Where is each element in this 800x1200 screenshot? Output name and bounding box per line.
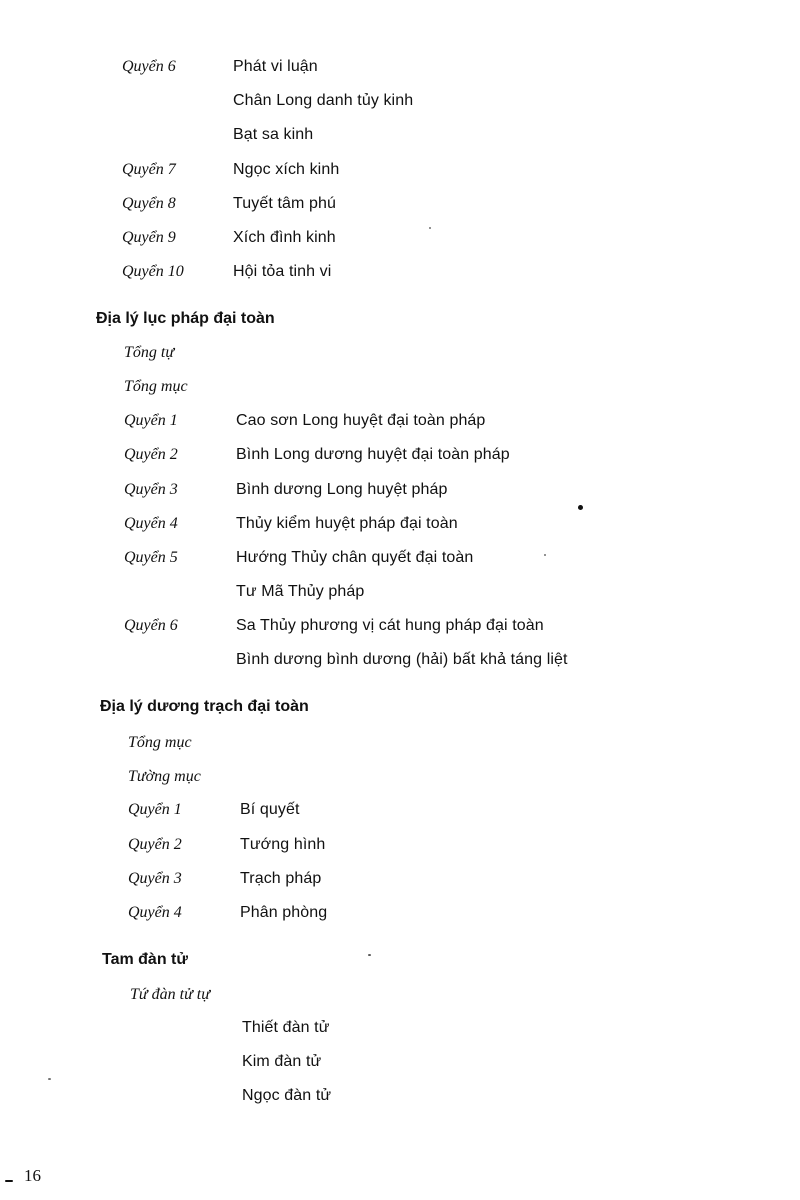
toc-entry: Trạch pháp	[240, 870, 322, 887]
volume-label: Quyển 8	[122, 195, 176, 212]
volume-label: Quyển 3	[124, 481, 178, 498]
volume-label: Quyển 3	[128, 870, 182, 887]
toc-entry: Phát vi luận	[233, 58, 318, 75]
volume-label: Quyển 6	[124, 617, 178, 634]
toc-entry: Hội tỏa tinh vi	[233, 263, 332, 280]
section-heading: Địa lý dương trạch đại toàn	[100, 698, 309, 715]
toc-entry: Kim đàn tử	[242, 1053, 322, 1070]
toc-entry: Chân Long danh tủy kinh	[233, 92, 414, 109]
volume-label: Quyển 2	[128, 836, 182, 853]
toc-entry: Bạt sa kinh	[233, 126, 314, 143]
toc-entry: Cao sơn Long huyệt đại toàn pháp	[236, 412, 486, 429]
toc-entry: Ngọc đàn tử	[242, 1087, 332, 1104]
page-number: 16	[24, 1166, 41, 1185]
volume-label: Quyển 10	[122, 263, 184, 280]
volume-label: Quyển 9	[122, 229, 176, 246]
toc-entry: Ngọc xích kinh	[233, 161, 340, 178]
scan-speck	[368, 954, 371, 956]
volume-label: Quyển 1	[128, 801, 182, 818]
scan-speck	[5, 1180, 13, 1182]
section-heading: Tam đàn tử	[102, 951, 188, 968]
section-subheading: Tổng mục	[128, 734, 192, 751]
toc-entry: Thiết đàn tử	[242, 1019, 330, 1036]
scan-speck	[48, 1078, 51, 1080]
toc-entry: Hướng Thủy chân quyết đại toàn	[236, 549, 474, 566]
volume-label: Quyển 4	[124, 515, 178, 532]
toc-entry: Tư Mã Thủy pháp	[236, 583, 365, 600]
toc-entry: Sa Thủy phương vị cát hung pháp đại toàn	[236, 617, 544, 634]
section-subheading: Tổng mục	[124, 378, 188, 395]
toc-entry: Bình Long dương huyệt đại toàn pháp	[236, 446, 510, 463]
scan-speck	[544, 554, 546, 556]
toc-entry: Thủy kiểm huyệt pháp đại toàn	[236, 515, 458, 532]
volume-label: Quyển 6	[122, 58, 176, 75]
toc-entry: Bình dương bình dương (hải) bất khả táng liệt	[236, 651, 568, 668]
toc-entry: Tuyết tâm phú	[233, 195, 336, 212]
section-subheading: Tường mục	[128, 768, 201, 785]
toc-entry: Bình dương Long huyệt pháp	[236, 481, 448, 498]
toc-entry: Bí quyết	[240, 801, 300, 818]
section-subheading: Tổng tự	[124, 344, 175, 361]
scan-speck	[429, 227, 431, 229]
toc-entry: Xích đình kinh	[233, 229, 336, 246]
volume-label: Quyển 7	[122, 161, 176, 178]
scan-speck	[578, 505, 583, 510]
toc-entry: Phân phòng	[240, 904, 328, 921]
section-heading: Địa lý lục pháp đại toàn	[96, 310, 275, 327]
volume-label: Quyển 4	[128, 904, 182, 921]
volume-label: Quyển 5	[124, 549, 178, 566]
toc-entry: Tướng hình	[240, 836, 326, 853]
section-subheading: Tứ đàn tử tự	[130, 986, 210, 1003]
volume-label: Quyển 1	[124, 412, 178, 429]
volume-label: Quyển 2	[124, 446, 178, 463]
